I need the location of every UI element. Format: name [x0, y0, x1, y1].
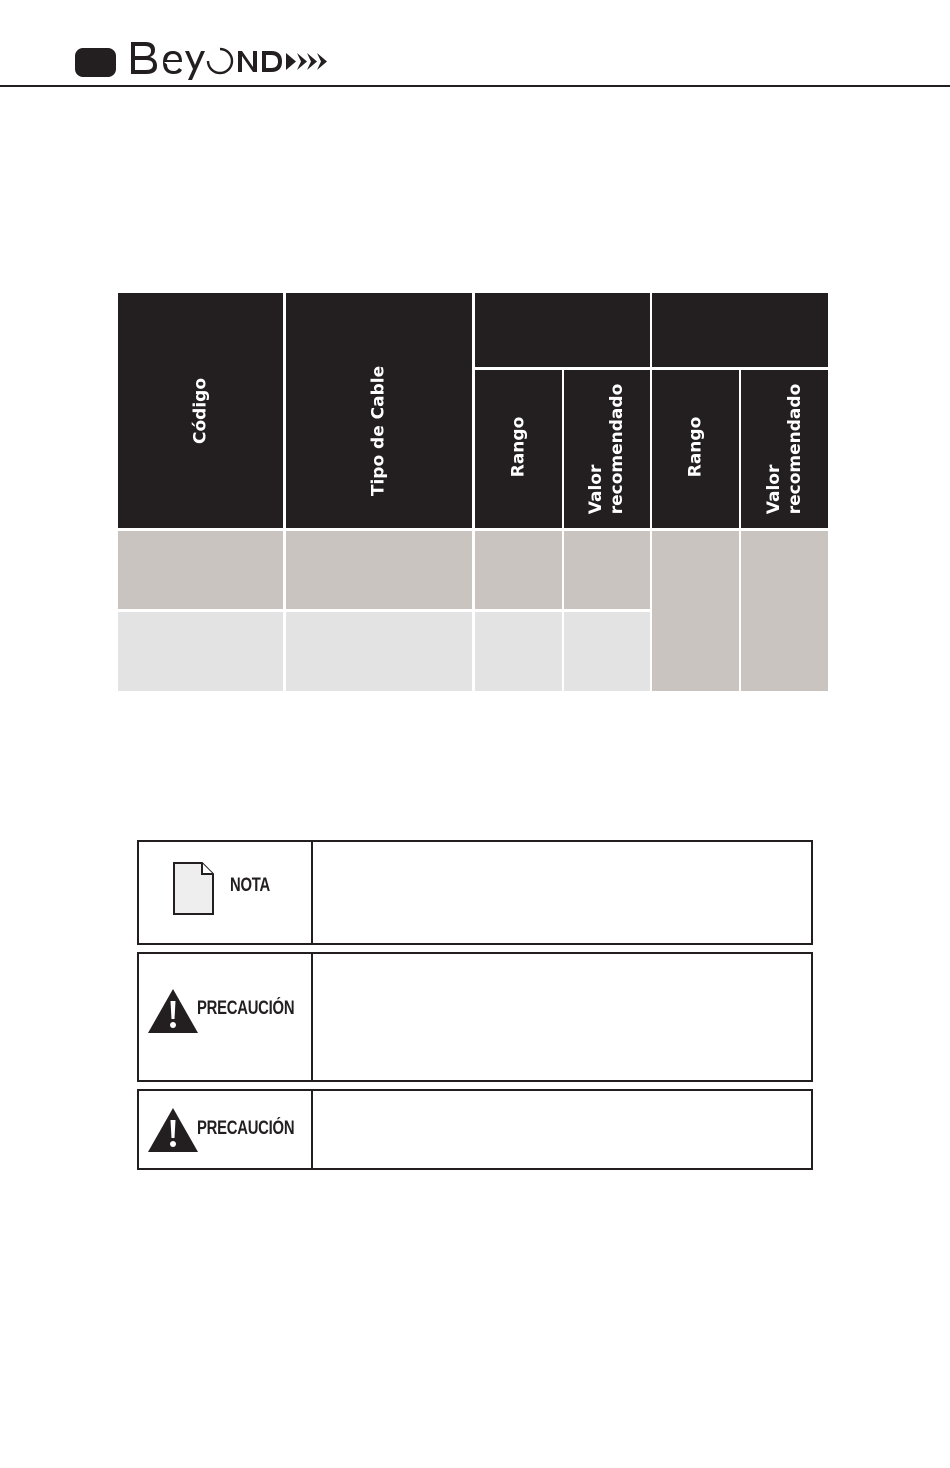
header-code	[118, 293, 283, 528]
row-1-cable-type	[286, 531, 472, 609]
caution-label-1: PRECAUCIÓN	[197, 998, 295, 1019]
caution-callout-1	[137, 952, 813, 1082]
row-1-range	[475, 531, 562, 609]
row-2-recommended	[564, 612, 650, 691]
header-range-2-label: Rango	[685, 416, 705, 478]
header-range-1-label: Rango	[508, 416, 528, 478]
warning-icon	[147, 1107, 199, 1153]
merged-range	[652, 531, 739, 691]
header-recommended-1	[564, 370, 650, 528]
header-cable-type-label: Tipo de Cable	[368, 365, 389, 496]
row-2-cable-type	[286, 612, 472, 691]
callout-divider	[311, 952, 313, 1082]
row-1-code	[118, 531, 283, 609]
note-label: NOTA	[230, 875, 270, 896]
row-2-range	[475, 612, 562, 691]
page-number-badge	[75, 48, 116, 77]
note-callout	[137, 840, 813, 945]
document-icon	[172, 861, 216, 917]
header-range-1	[475, 370, 562, 528]
callout-divider	[311, 840, 313, 945]
header-recommended-1-label: Valor recomendado	[586, 383, 627, 515]
caution-callout-2	[137, 1089, 813, 1170]
header-group-1	[475, 293, 650, 367]
warning-icon	[147, 988, 199, 1034]
merged-recommended	[741, 531, 828, 691]
header-range-2	[652, 370, 739, 528]
header-group-2	[652, 293, 828, 367]
caution-label-2: PRECAUCIÓN	[197, 1118, 295, 1139]
header-recommended-2-label: Valor recomendado	[763, 383, 805, 515]
row-2-code	[118, 612, 283, 691]
row-1-recommended	[564, 531, 650, 609]
beyond-logo	[128, 36, 343, 80]
callout-divider	[311, 1089, 313, 1170]
header-rule	[0, 85, 950, 87]
header-code-label: Código	[190, 377, 210, 444]
header-recommended-2	[741, 370, 828, 528]
header-cable-type	[286, 293, 472, 528]
